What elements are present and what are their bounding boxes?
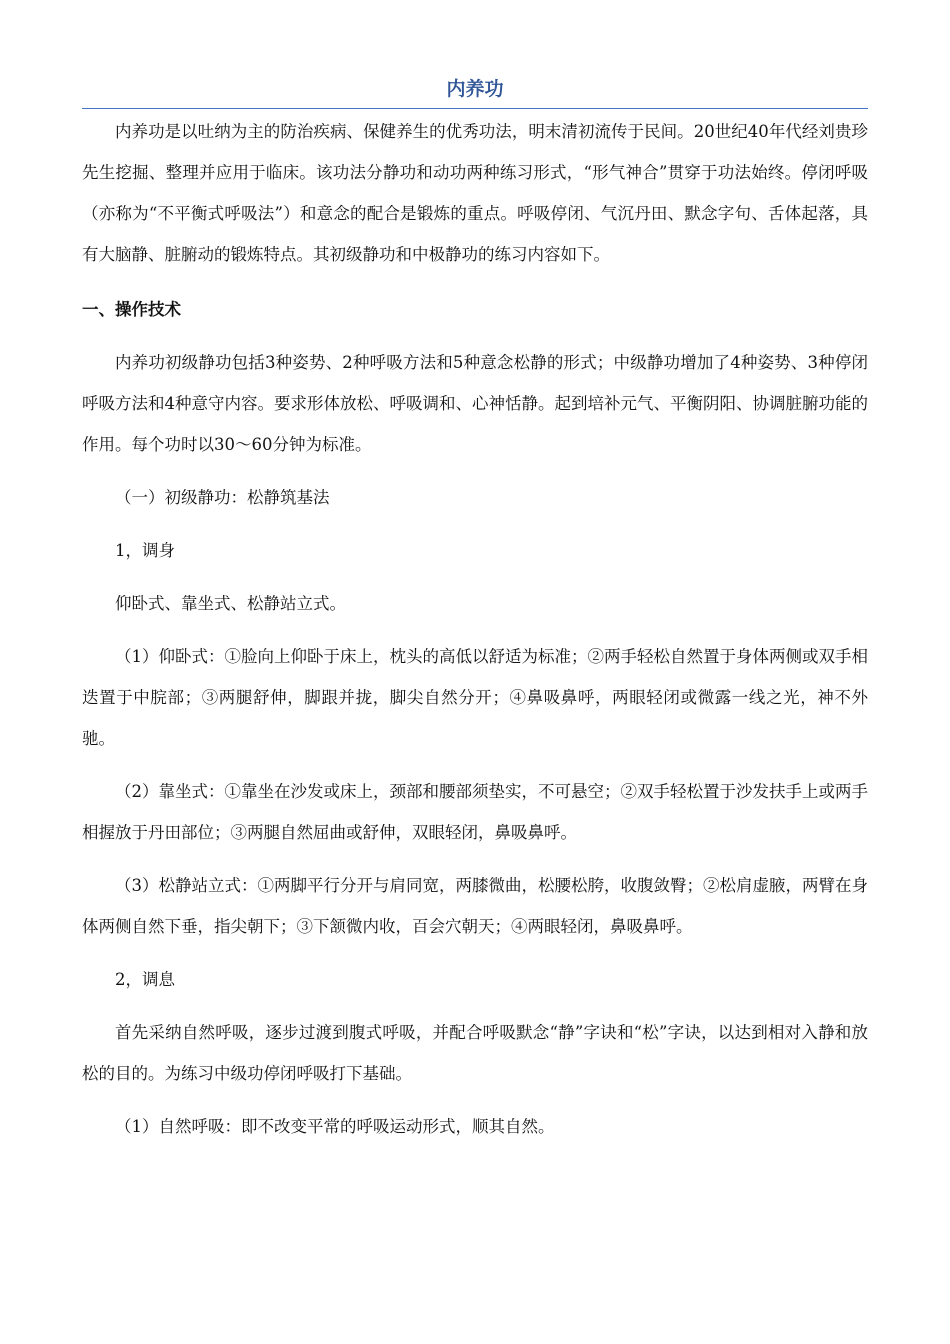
breathing-summary: 首先采纳自然呼吸，逐步过渡到腹式呼吸，并配合呼吸默念“静”字诀和“松”字诀，以达到相对入静和放松的目的。为练习中级功停闭呼吸打下基础。 <box>82 1023 868 1083</box>
posture-summary: 仰卧式、靠坐式、松静站立式。 <box>115 594 346 613</box>
posture-standing: （3）松静站立式：①两脚平行分开与肩同宽，两膝微曲，松腰松胯，收腹敛臀；②松肩虚腋，两臂在身体两侧自然下垂，指尖朝下；③下颔微内收，百会穴朝天；④两眼轻闭，鼻吸鼻呼。 <box>82 876 868 936</box>
subsection-heading-basic: （一）初级静功：松静筑基法 <box>115 488 330 507</box>
breathing-natural: （1）自然呼吸：即不改变平常的呼吸运动形式，顺其自然。 <box>115 1117 555 1136</box>
document-page <box>82 72 868 1147</box>
posture-reclining: （2）靠坐式：①靠坐在沙发或床上，颈部和腰部须垫实，不可悬空；②双手轻松置于沙发扶手上或两手相握放于丹田部位；③两腿自然屈曲或舒伸，双眼轻闭，鼻吸鼻呼。 <box>82 782 868 842</box>
section-heading-operation: 一、操作技术 <box>82 300 181 319</box>
page-title: 内养功 <box>446 78 504 100</box>
item-label-posture: 1，调身 <box>115 541 175 560</box>
intro-paragraph: 内养功是以吐纳为主的防治疾病、保健养生的优秀功法，明末清初流传于民间。20世纪40年代经刘贵珍先生挖掘、整理并应用于临床。该功法分静功和动功两种练习形式，“形气神合”贯穿于功法始终。停闭呼吸（亦称为“不平衡式呼吸法”）和意念的配合是锻炼的重点。呼吸停闭、气沉丹田、默念字句、舌体起落，具有大脑静、脏腑动的锻炼特点。其初级静功和中极静功的练习内容如下。 <box>82 122 868 264</box>
title-underline <box>82 108 868 109</box>
item-label-breathing: 2，调息 <box>115 970 175 989</box>
section-summary-paragraph: 内养功初级静功包括3种姿势、2种呼吸方法和5种意念松静的形式；中级静功增加了4种姿势、3种停闭呼吸方法和4种意守内容。要求形体放松、呼吸调和、心神恬静。起到培补元气、平衡阴阳、协调脏腑功能的作用。每个功时以30～60分钟为标准。 <box>82 353 868 454</box>
posture-supine: （1）仰卧式：①脸向上仰卧于床上，枕头的高低以舒适为标准；②两手轻松自然置于身体两侧或双手相迭置于中脘部；③两腿舒伸，脚跟并拢，脚尖自然分开；④鼻吸鼻呼，两眼轻闭或微露一线之光，神不外驰。 <box>82 647 868 748</box>
